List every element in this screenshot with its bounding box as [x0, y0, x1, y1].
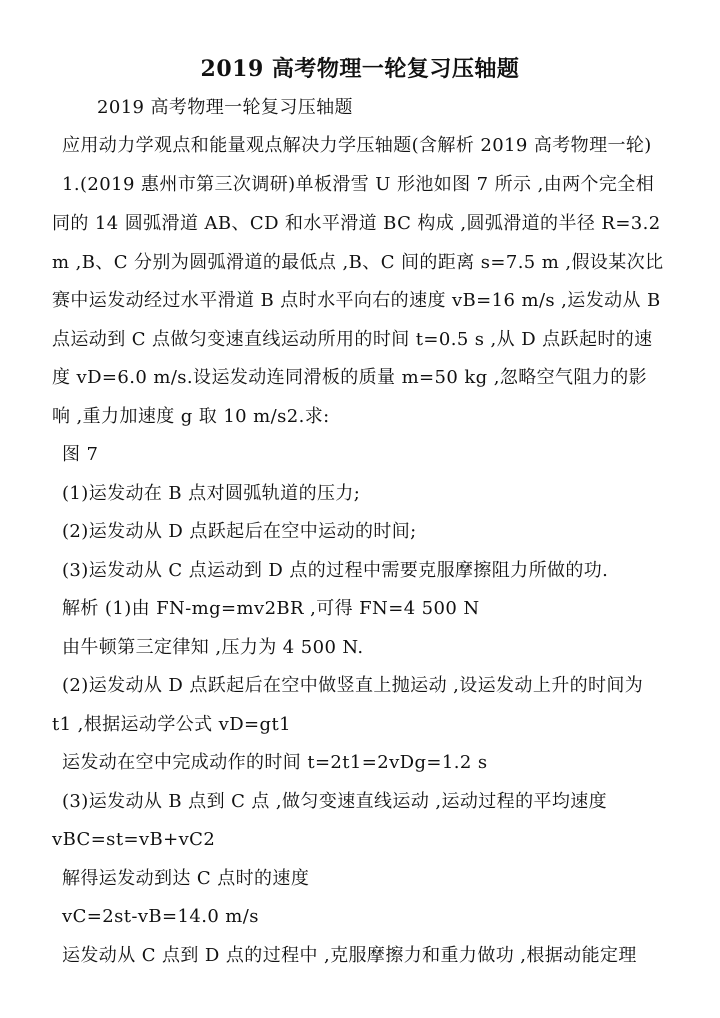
text-line: 同的 14 圆弧滑道 AB、CD 和水平滑道 BC 构成 ,圆弧滑道的半径 R=3.2 — [52, 213, 661, 234]
text-line: 点运动到 C 点做匀变速直线运动所用的时间 t=0.5 s ,从 D 点跃起时的速 — [52, 329, 653, 350]
solution-line: 运发动从 C 点到 D 点的过程中 ,克服摩擦力和重力做功 ,根据动能定理 — [62, 945, 637, 966]
solution-line: vBC=st=vB+vC2 — [52, 829, 216, 850]
text-line: 度 vD=6.0 m/s.设运发动连同滑板的质量 m=50 kg ,忽略空气阻力的影 — [52, 367, 648, 388]
solution-line: (3)运发动从 B 点到 C 点 ,做匀变速直线运动 ,运动过程的平均速度 — [62, 791, 608, 812]
text-line: m ,B、C 分别为圆弧滑道的最低点 ,B、C 间的距离 s=7.5 m ,假设某次比 — [52, 252, 664, 273]
text-line: 1.(2019 惠州市第三次调研)单板滑雪 U 形池如图 7 所示 ,由两个完全相 — [62, 174, 655, 195]
text-line: 2019 高考物理一轮复习压轴题 — [97, 97, 353, 118]
solution-line: 运发动在空中完成动作的时间 t=2t1=2vDg=1.2 s — [62, 752, 488, 773]
solution-line: 由牛顿第三定律知 ,压力为 4 500 N. — [62, 637, 364, 658]
text-line: 响 ,重力加速度 g 取 10 m/s2.求: — [52, 406, 330, 427]
solution-line: 解析 (1)由 FN-mg=mv2BR ,可得 FN=4 500 N — [62, 598, 480, 619]
text-line: 赛中运发动经过水平滑道 B 点时水平向右的速度 vB=16 m/s ,运发动从 B — [52, 290, 661, 311]
text-line: 应用动力学观点和能量观点解决力学压轴题(含解析 2019 高考物理一轮) — [62, 135, 652, 156]
document-title: 2019 高考物理一轮复习压轴题 — [200, 56, 520, 82]
solution-line: (2)运发动从 D 点跃起后在空中做竖直上抛运动 ,设运发动上升的时间为 — [62, 675, 644, 696]
question-item: (1)运发动在 B 点对圆弧轨道的压力; — [62, 483, 361, 504]
question-item: (2)运发动从 D 点跃起后在空中运动的时间; — [62, 521, 417, 542]
solution-line: vC=2st-vB=14.0 m/s — [62, 906, 259, 927]
solution-line: t1 ,根据运动学公式 vD=gt1 — [52, 714, 291, 735]
question-item: (3)运发动从 C 点运动到 D 点的过程中需要克服摩擦阻力所做的功. — [62, 560, 609, 581]
solution-line: 解得运发动到达 C 点时的速度 — [62, 868, 310, 889]
figure-caption: 图 7 — [62, 444, 99, 465]
